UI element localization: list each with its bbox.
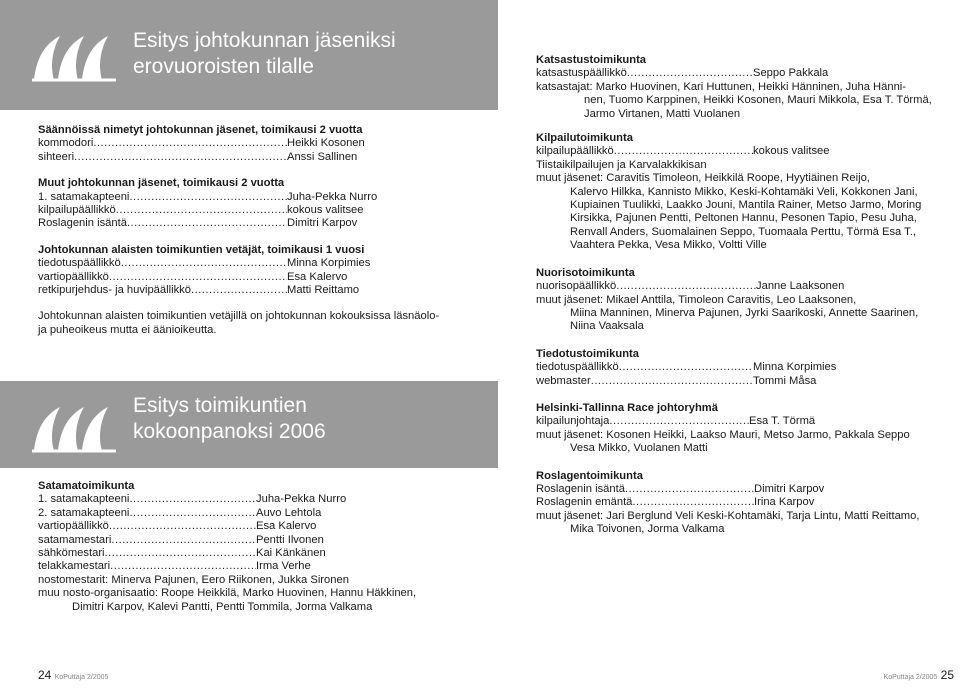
list-item: kilpailupäällikkö ..... kokous valitsee [38,204,388,217]
section-title: Tiedotustoimikunta [536,347,639,360]
footer-right [884,668,954,685]
list-item: Niina Vaaksala [570,320,644,333]
section-title: Katsastustoimikunta [536,54,647,66]
list-item: muu nosto-organisaatio: Roope Heikkilä, Marko Huovinen, Hannu Häkkinen, [38,587,417,600]
list-item: Tiistaikilpailujen ja Karvalakkikisan [536,158,707,171]
section-title: Johtokunnan alaisten toimikuntien vetäjät, toimikausi 1 vuosi [38,243,365,256]
list-item: webmaster ..... Tommi Måsa [536,375,842,388]
list-item: kilpailunjohtaja ..... Esa T. Törmä [536,415,836,428]
top-banner-title: Esitys johtokunnan jäseniksi erovuoroisten tilalle [133,29,396,78]
page-number: 24 [38,668,52,682]
list-item: muut jäsenet: Mikael Anttila, Timoleon Caravitis, Leo Laaksonen, [536,293,857,306]
satama-section [38,480,478,614]
section-title: Säännöissä nimetyt johtokunnan jäsenet, toimikausi 2 vuotta [38,124,363,136]
note-text: Johtokunnan alaisten toimikuntien vetäjillä on johtokunnan kokouksissa läsnäolo- [38,310,440,323]
list-item: Roslagenin isäntä ..... Dimitri Karpov [536,483,839,496]
bottom-banner-title: Esitys toimikuntien kokoonpanoksi 2006 [133,394,326,443]
section-title: Muut johtokunnan jäsenet, toimikausi 2 vuotta [38,177,285,190]
bottom-banner [0,381,498,468]
list-item: muut jäsenet: Jari Berglund Veli Keski-Kohtamäki, Tarja Lintu, Matti Reittamo, [536,509,920,522]
list-item: vartiopäällikkö ..... Esa Kalervo [38,520,356,533]
list-item: Dimitri Karpov, Kalevi Pantti, Pentti Tommila, Jorma Valkama [72,600,373,613]
list-item: 1. satamakapteeni ..... Juha-Pekka Nurro [38,493,356,506]
top-banner [0,0,498,110]
list-item: Kupiainen Tuulikki, Laakko Jouni, Mantila Rainer, Metso Jarmo, Moring [570,199,922,212]
note-text: ja puheoikeus mutta ei äänioikeutta. [38,323,217,336]
list-item: 1. satamakapteeni ..... Juha-Pekka Nurro [38,191,388,204]
list-item: telakkamestari ..... Irma Verhe [38,560,356,573]
section-title: Roslagentoimikunta [536,469,643,482]
list-item: sihteeri ..... Anssi Sallinen [38,151,363,164]
list-item: kommodori ..... Heikki Kosonen [38,137,363,150]
list-item: katsastuspäällikkö ..... Seppo Pakkala [536,67,841,80]
list-item: Vaahtera Pekka, Vesa Mikko, Voltti Ville [570,239,767,252]
list-item: satamamestari ..... Pentti Ilvonen [38,534,356,547]
footer-left [38,668,108,685]
list-item: Mika Toivonen, Jorma Valkama [570,523,725,536]
list-item: Kirsikka, Pajunen Pentti, Peltonen Hannu, Pesonen Tapio, Pesu Juha, [570,212,917,225]
list-item: nostomestarit: Minerva Pajunen, Eero Riikonen, Jukka Sironen [38,573,349,586]
list-item: tiedotuspäällikkö ..... Minna Korpimies [38,257,388,270]
sail-logo-icon [30,30,120,82]
sail-logo-icon [30,401,120,453]
list-item: tiedotuspäällikkö ..... Minna Korpimies [536,361,842,374]
list-item: Renvall Anders, Suomalainen Seppo, Tuomaala Perttu, Törmä Esa T., [570,225,916,238]
section-title: Satamatoimikunta [38,480,135,492]
section-title: Nuorisotoimikunta [536,266,635,279]
page-number: 25 [940,668,954,682]
list-item: Roslagenin emäntä ..... Irina Karpov [536,496,839,509]
list-item: Miina Manninen, Minerva Pajunen, Jyrki Saarikoski, Annette Saarinen, [570,306,919,319]
magazine-name: KoPuttaja 2/2005 [883,674,938,681]
list-item: muut jäsenet: Caravitis Timoleon, Heikkilä Roope, Hyytiäinen Reijo, [536,172,870,185]
list-item: sähkömestari ..... Kai Känkänen [38,547,356,560]
section-title: Kilpailutoimikunta [536,132,633,145]
list-item: vartiopäällikkö ..... Esa Kalervo [38,271,388,284]
magazine-name: KoPuttaja 2/2005 [54,674,109,681]
list-item: kilpailupäällikkö ..... kokous valitsee [536,145,841,158]
list-item: Vesa Mikko, Vuolanen Matti [570,442,708,455]
list-item: muut jäsenet: Kosonen Heikki, Laakso Mauri, Metso Jarmo, Pakkala Seppo [536,428,910,441]
list-item: nuorisopäällikkö ..... Janne Laaksonen [536,280,844,293]
left-top-column [38,124,478,337]
list-item: katsastajat: Marko Huovinen, Kari Huttunen, Heikki Hänninen, Juha Hänni- [536,80,907,93]
list-item: Jarmo Virtanen, Matti Vuolanen [584,107,741,120]
list-item: retkipurjehdus- ja huvipäällikkö ..... Matti Reittamo [38,284,388,297]
list-item: Roslagenin isäntä ..... Dimitri Karpov [38,217,388,230]
right-column [536,54,960,537]
list-item: nen, Tuomo Karppinen, Heikki Kosonen, Mauri Mikkola, Esa T. Törmä, [584,94,932,107]
list-item: 2. satamakapteeni ..... Auvo Lehtola [38,507,356,520]
section-title: Helsinki-Tallinna Race johtoryhmä [536,401,718,414]
list-item: Kalervo Hilkka, Kannisto Mikko, Keski-Kohtamäki Veli, Kokkonen Jani, [570,185,918,198]
